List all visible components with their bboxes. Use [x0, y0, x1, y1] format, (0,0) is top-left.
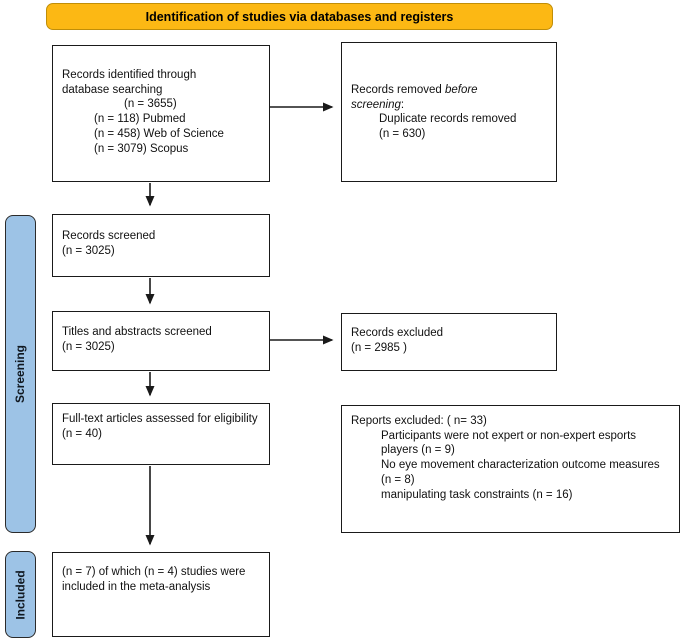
reports-reason-3: manipulating task constraints (n = 16): [381, 488, 573, 501]
excluded-label: Records excluded: [351, 327, 444, 339]
included-studies-box: [52, 552, 270, 637]
removed-heading: [351, 83, 533, 112]
titles-abstracts-box: [52, 311, 270, 371]
records-screened-box: [52, 214, 270, 277]
included-text: (n = 7) of which (n = 4) studies were included in the meta-analysis: [62, 566, 246, 593]
fulltext-assessed-box: [52, 403, 270, 465]
banner-label: Identification of studies via databases and registers: [145, 9, 454, 24]
identification-banner: [46, 3, 553, 30]
records-excluded-box: [341, 313, 557, 371]
identified-total: (n = 3655): [124, 98, 177, 111]
fulltext-label: Full-text articles assessed for eligibility: [62, 413, 258, 425]
removed-heading-suffix: :: [400, 98, 405, 111]
screening-phase-label: Screening: [13, 344, 28, 404]
titles-label: Titles and abstracts screened: [62, 326, 212, 338]
records-identified-box: [52, 45, 270, 182]
included-phase-label: Included: [13, 569, 28, 620]
screened-label: Records screened: [62, 230, 156, 242]
included-phase-band: [5, 551, 36, 638]
reports-reason-2: No eye movement characterization outcome measures (n = 8): [381, 459, 660, 486]
screening-phase-band: [5, 215, 36, 533]
titles-count: (n = 3025): [62, 340, 115, 353]
reports-reason-1: Participants were not expert or non-expert esports players (n = 9): [381, 429, 637, 457]
identified-line-1: Records identified through: [62, 69, 197, 81]
reports-header: Reports excluded: ( n= 33): [351, 415, 487, 427]
removed-heading-prefix: Records removed: [351, 84, 445, 96]
identified-line-2: database searching: [62, 83, 163, 96]
identified-source-wos: (n = 458) Web of Science: [94, 127, 224, 140]
reports-excluded-box: [341, 405, 680, 533]
removed-detail: Duplicate records removed: [379, 113, 517, 126]
fulltext-count: (n = 40): [62, 427, 102, 440]
identified-source-pubmed: (n = 118) Pubmed: [94, 113, 186, 126]
removed-count: (n = 630): [379, 128, 426, 141]
removed-heading-italic: before screening: [351, 84, 478, 111]
identified-source-scopus: (n = 3079) Scopus: [94, 142, 189, 155]
screened-count: (n = 3025): [62, 244, 115, 257]
records-removed-box: [341, 42, 557, 182]
excluded-count: (n = 2985 ): [351, 341, 407, 354]
